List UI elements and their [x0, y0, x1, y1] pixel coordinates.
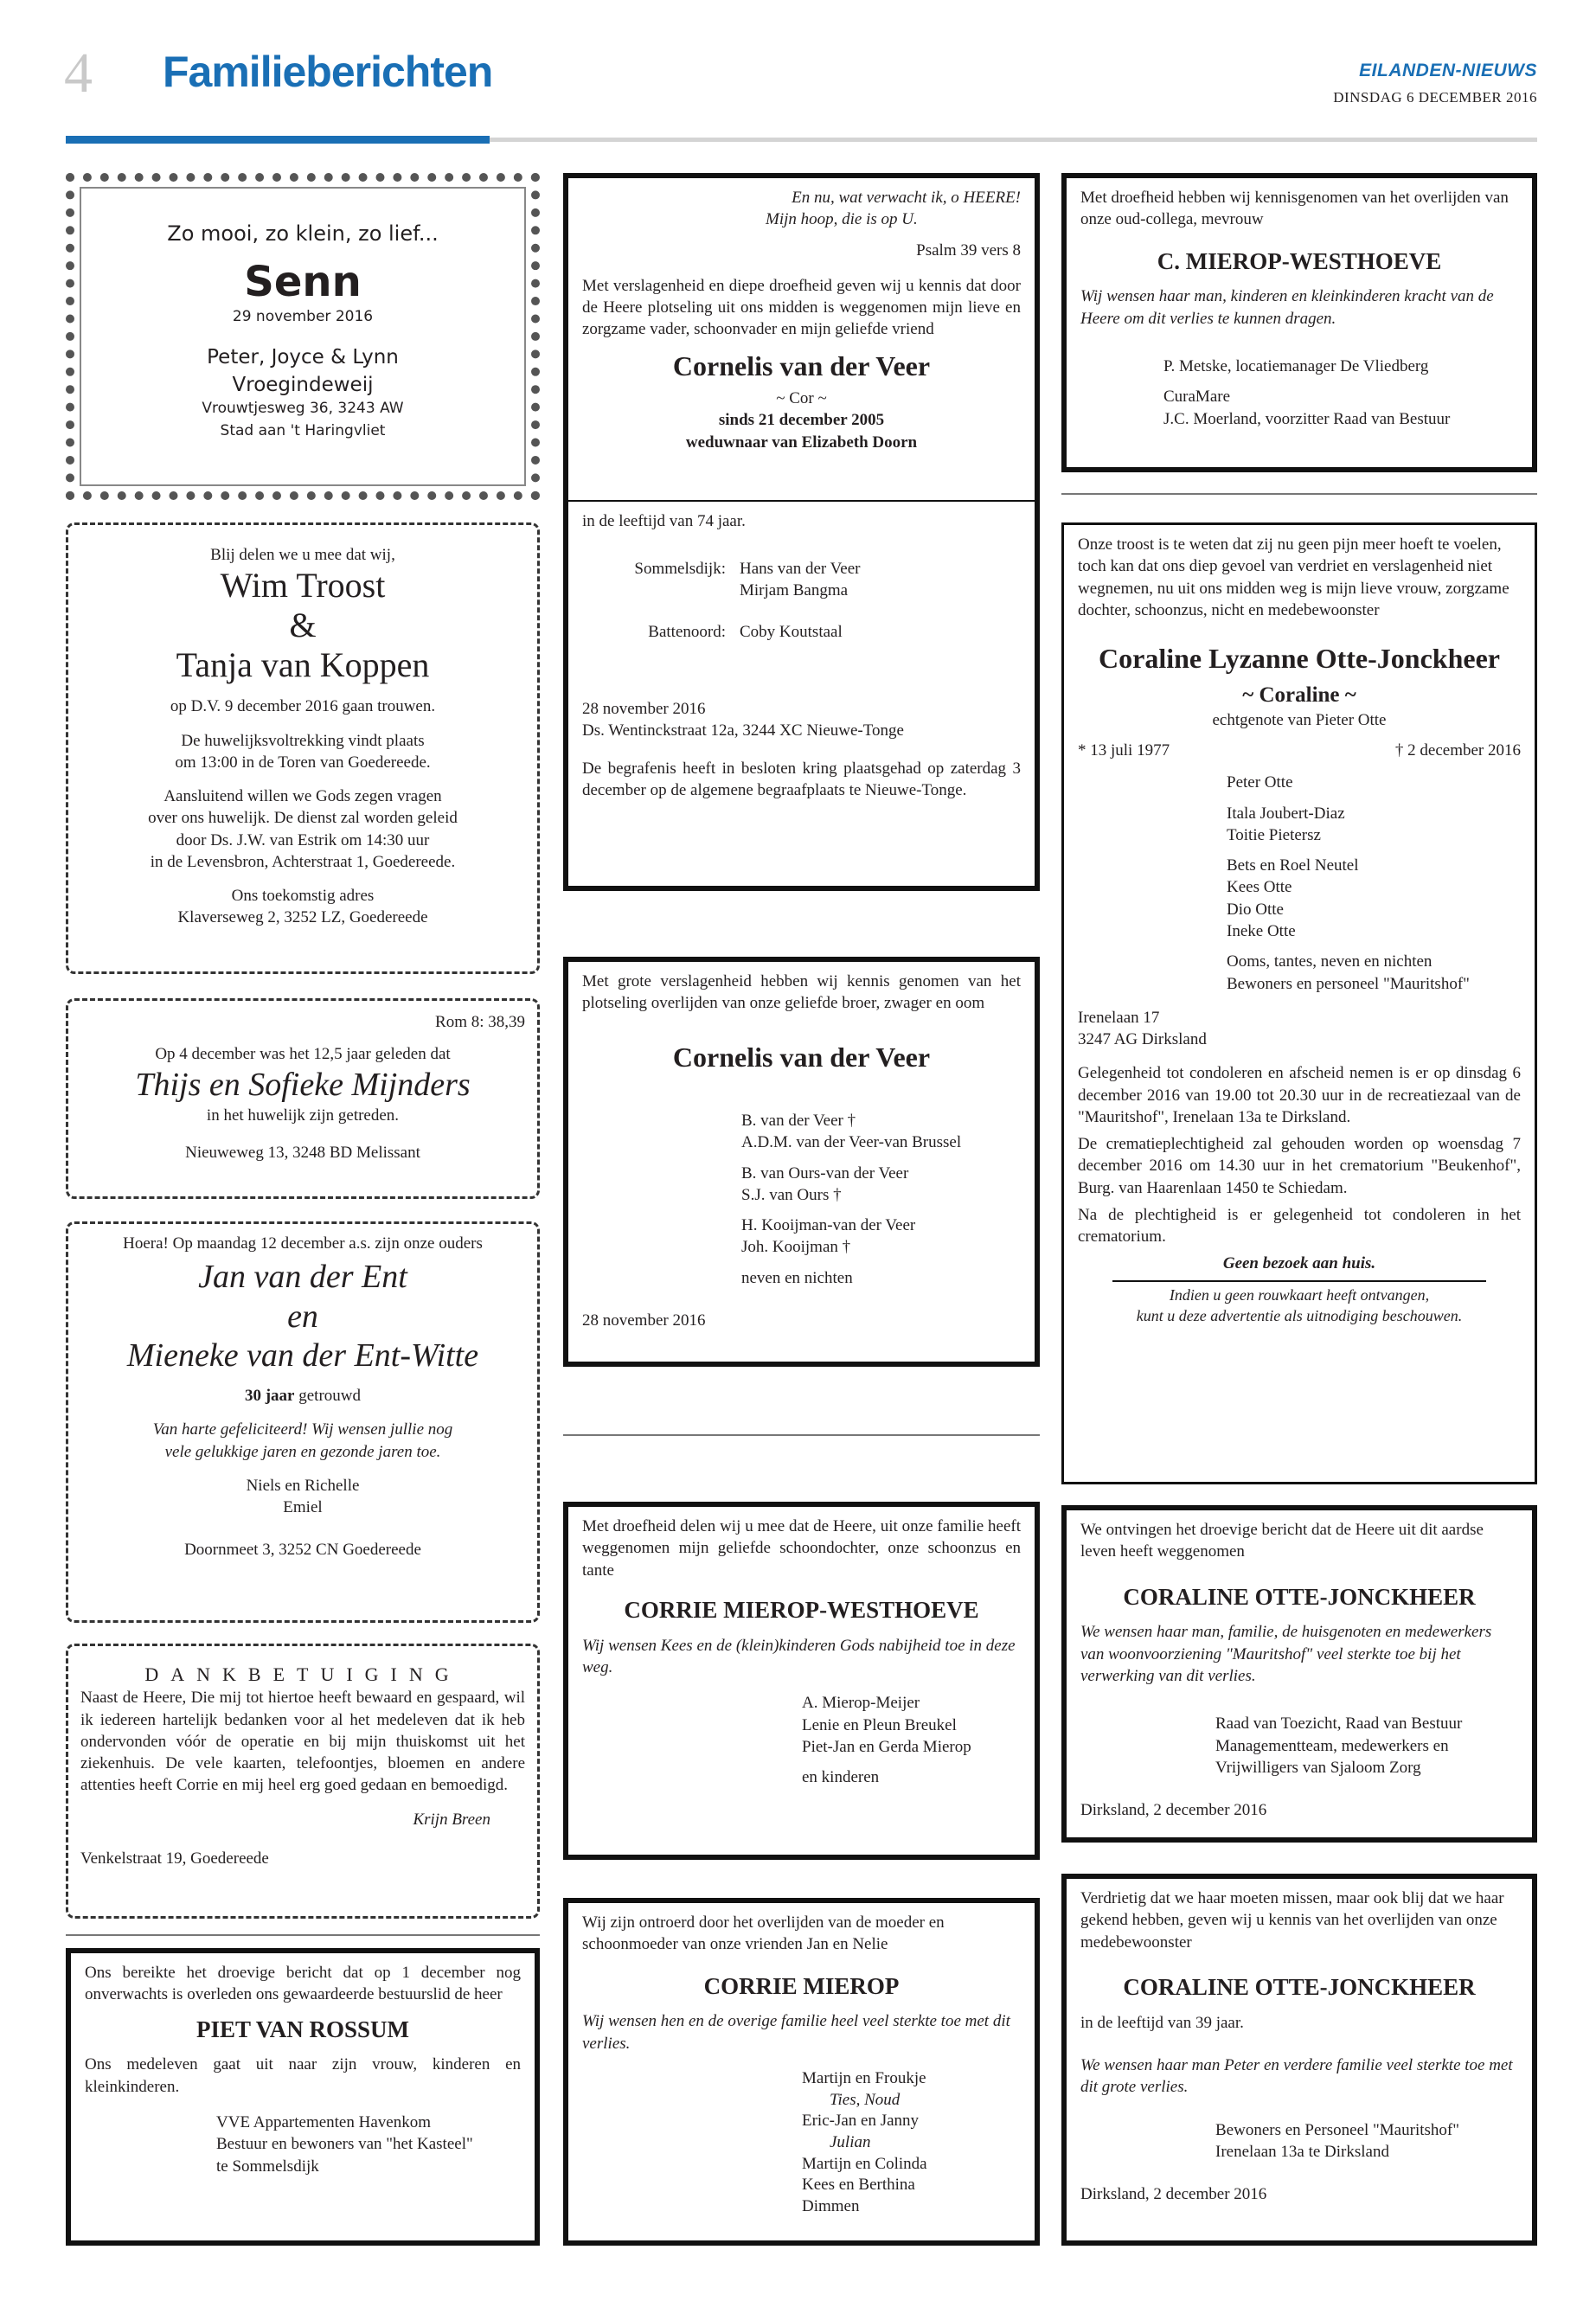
troost-intro: Blij delen we u mee dat wij, [210, 546, 395, 564]
veer1-place: Sommelsdijk: [634, 560, 726, 579]
anniversary-van-der-ent [66, 1221, 540, 1623]
mijnders-line: in het huwelijk zijn getreden. [206, 1106, 400, 1125]
otte2-signatory: Raad van Toezicht, Raad van Bestuur [1215, 1715, 1463, 1734]
westhoeve-signatory: CuraMare [1163, 388, 1231, 407]
otte1-relative: Bets en Roel Neutel [1227, 856, 1359, 875]
otte3-date: Dirksland, 2 december 2016 [1080, 2185, 1267, 2204]
veer1-relative: Coby Koutstaal [740, 622, 843, 641]
veer1-nickname: ~ Cor ~ [776, 389, 827, 408]
senn-parents: Peter, Joyce & Lynn [207, 346, 399, 369]
obituary-c-mierop-westhoeve [1061, 173, 1537, 472]
veer1-verse: Mijn hoop, die is op U. [766, 210, 918, 229]
troost-date: op D.V. 9 december 2016 gaan trouwen. [170, 697, 436, 716]
senn-date: 29 november 2016 [232, 308, 374, 325]
otte1-no-visit: Geen bezoek aan huis. [1222, 1254, 1376, 1273]
veer2-relative: H. Kooijman-van der Veer [741, 1216, 916, 1235]
ent-wish: vele gelukkige jaren en gezonde jaren toe. [164, 1442, 441, 1461]
ent-married: getrouwd [294, 1387, 362, 1406]
otte1-born: * 13 juli 1977 [1078, 741, 1170, 760]
otte1-intro: Onze troost is te weten dat zij nu geen pijn meer hoeft te voelen, toch kan dat ons diep gevoel van verdriet en verslagenheid niet wegnemen, nu uit ons midden weg is mijn lieve vrouw, zorgzame dochter, schoonzus, nicht en medebewoonster [1078, 535, 1509, 619]
veer2-relative: B. van Ours-van der Veer [741, 1163, 909, 1183]
troost-line: over ons huwelijk. De dienst zal worden geleid [148, 809, 458, 828]
rossum-text: Ons medeleven gaat uit naar zijn vrouw, kinderen en kleinkinderen. [85, 2055, 521, 2096]
obituary-corrie-mierop-westhoeve [563, 1502, 1040, 1860]
otte1-address: Irenelaan 17 [1078, 1008, 1160, 1027]
otte3-signatory: Irenelaan 13a te Dirksland [1215, 2142, 1389, 2161]
westhoeve-name: C. MIEROP-WESTHOEVE [1157, 247, 1442, 274]
wedding-announcement-troost [66, 522, 540, 974]
otte3-signatory: Bewoners en Personeel "Mauritshof" [1215, 2120, 1459, 2139]
column-divider [66, 1934, 540, 1936]
mijnders-line: Op 4 december was het 12,5 jaar geleden dat [155, 1045, 451, 1064]
rossum-name: PIET VAN ROSSUM [195, 2016, 410, 2042]
corrie1-relative: A. Mierop-Meijer [802, 1694, 920, 1713]
troost-line: door Ds. J.W. van Estrik om 14:30 uur [176, 830, 430, 849]
otte1-relative: Peter Otte [1227, 773, 1293, 792]
otte2-signatory: Vrijwilligers van Sjaloom Zorg [1215, 1758, 1421, 1777]
ent-wish: Van harte gefeliciteerd! Wij wensen jullie nog [152, 1420, 453, 1439]
otte1-name: Coraline Lyzanne Otte-Jonckheer [1099, 643, 1500, 675]
troost-groom: Wim Troost [220, 566, 386, 606]
troost-line: Aansluitend willen we Gods zegen vragen [163, 787, 442, 806]
troost-line: in de Levensbron, Achterstraat 1, Goedereede. [150, 852, 456, 871]
otte1-relative: Kees Otte [1227, 878, 1292, 897]
otte1-cremation: De crematieplechtigheid zal gehouden worden op woensdag 7 december 2016 om 14.30 uur in het crematorium "Beukenhof", Burg. van Haarenlaan 1450 te Schiedam. [1078, 1135, 1521, 1197]
veer2-intro: Met grote verslagenheid hebben wij kennis genomen van het plotseling overlijden van onze geliefde broer, zwager en oom [582, 972, 1021, 1013]
veer1-name: Cornelis van der Veer [672, 349, 931, 381]
rossum-signatory: te Sommelsdijk [216, 2157, 319, 2176]
troost-bride: Tanja van Koppen [176, 645, 430, 685]
troost-line: De huwelijksvoltrekking vindt plaats [181, 731, 425, 750]
ent-address: Doornmeet 3, 3252 CN Goedereede [184, 1541, 421, 1560]
rossum-signatory: Bestuur en bewoners van "het Kasteel" [216, 2135, 473, 2154]
veer2-relative: Joh. Kooijman † [741, 1238, 851, 1257]
veer1-since: sinds 21 december 2005 [718, 411, 885, 430]
otte1-relative: Toitie Pietersz [1227, 825, 1321, 844]
otte1-after: Na de plechtigheid is er gelegenheid tot condoleren in het crematorium. [1078, 1205, 1521, 1247]
troost-address: Klaverseweg 2, 3252 LZ, Goedereede [177, 908, 428, 927]
obituary-coraline-otte-sjaloom [1061, 1505, 1537, 1843]
corrie2-relative: Martijn en Colinda [802, 2154, 927, 2173]
ent-children: Emiel [283, 1498, 323, 1517]
obituary-cornelis-van-der-veer [563, 173, 1040, 891]
veer2-relative: A.D.M. van der Veer-van Brussel [741, 1133, 962, 1152]
corrie2-relative: Dimmen [802, 2197, 860, 2216]
veer1-verse: En nu, wat verwacht ik, o HEERE! [792, 189, 1021, 207]
obituary-cornelis-van-der-veer-family [563, 957, 1040, 1367]
ent-children: Niels en Richelle [246, 1476, 360, 1495]
otte2-date: Dirksland, 2 december 2016 [1080, 1801, 1267, 1820]
section-title: Familieberichten [163, 48, 493, 96]
otte3-intro: Verdrietig dat we haar moeten missen, maar ook blij dat we haar gekend hebben, geven wij u kennis van het overlijden van onze medebewoonster [1080, 1889, 1504, 1952]
ent-name-2: Mieneke van der Ent-Witte [126, 1337, 479, 1375]
corrie2-relative: Ties, Noud [830, 2090, 901, 2109]
veer1-address: Ds. Wentinckstraat 12a, 3244 XC Nieuwe-Tonge [582, 721, 904, 740]
otte1-relative: Itala Joubert-Diaz [1227, 804, 1345, 823]
otte1-address: 3247 AG Dirksland [1078, 1030, 1207, 1049]
rossum-signatory: VVE Appartementen Havenkom [216, 2112, 431, 2131]
veer1-funeral: De begrafenis heeft in besloten kring plaatsgehad op zaterdag 3 december op de algemene begraafplaats te Nieuwe-Tonge. [582, 759, 1021, 799]
thank-you-notice [66, 1644, 540, 1919]
otte1-condolence: Gelegenheid tot condoleren en afscheid nemen is er op dinsdag 6 december 2016 van 19.00 tot 20.30 uur in de recreatiezaal van de "Mauritshof", Irenelaan 13a te Dirksland. [1078, 1064, 1521, 1126]
obituary-coraline-otte-jonckheer [1061, 522, 1537, 1484]
otte3-name: CORALINE OTTE-JONCKHEER [1123, 1973, 1476, 2000]
veer2-name: Cornelis van der Veer [672, 1041, 931, 1073]
header-rule [490, 138, 1537, 142]
corrie2-relative: Martijn en Froukje [802, 2068, 926, 2087]
troost-line: om 13:00 in de Toren van Goedereede. [175, 753, 431, 772]
veer1-age: in de leeftijd van 74 jaar. [582, 511, 746, 530]
corrie2-relative: Kees en Berthina [802, 2176, 915, 2195]
issue-date: DINSDAG 6 DECEMBER 2016 [1333, 89, 1537, 106]
rossum-intro: Ons bereikte het droevige bericht dat op 1 december nog onverwachts is overleden ons gewaardeerde bestuurslid de heer [85, 1964, 521, 2004]
veer1-widower: weduwnaar van Elizabeth Doorn [685, 433, 918, 452]
corrie1-relative: en kinderen [802, 1768, 880, 1787]
corrie1-wish: Wij wensen Kees en de (klein)kinderen Gods nabijheid toe in deze weg. [582, 1636, 1016, 1676]
thank-you-title: DANKBETUIGING [144, 1663, 461, 1685]
otte1-died: † 2 december 2016 [1394, 741, 1521, 760]
obituary-corrie-mierop [563, 1898, 1040, 2246]
corrie2-intro: Wij zijn ontroerd door het overlijden van de moeder en schoonmoeder van onze vrienden Jan en Nelie [582, 1913, 945, 1954]
mijnders-names: Thijs en Sofieke Mijnders [135, 1066, 471, 1103]
veer2-relative: S.J. van Ours † [741, 1185, 842, 1204]
otte2-wish: We wensen haar man, familie, de huisgenoten en medewerkers van woonvoorziening "Mauritshof" veel sterkte toe bij het verwerking van dit verlies. [1080, 1623, 1492, 1685]
corrie1-relative: Piet-Jan en Gerda Mierop [802, 1737, 971, 1756]
otte1-relative: Ineke Otte [1227, 921, 1296, 940]
veer1-place: Battenoord: [648, 622, 726, 641]
senn-name: Senn [244, 258, 362, 306]
birth-announcement-senn [66, 173, 540, 500]
senn-address: Vrouwtjesweg 36, 3243 AW [202, 400, 404, 417]
veer1-relative: Mirjam Bangma [740, 581, 849, 600]
ent-intro: Hoera! Op maandag 12 december a.s. zijn onze ouders [123, 1234, 483, 1253]
mijnders-reference: Rom 8: 38,39 [435, 1013, 525, 1031]
ent-name-1: Jan van der Ent [198, 1259, 407, 1296]
westhoeve-intro: Met droefheid hebben wij kennisgenomen van het overlijden van onze oud-collega, mevrouw [1080, 189, 1509, 229]
column-divider [1061, 493, 1537, 495]
otte2-signatory: Managementteam, medewerkers en [1215, 1736, 1449, 1755]
obituary-piet-van-rossum [66, 1948, 540, 2246]
otte3-age: in de leeftijd van 39 jaar. [1080, 2013, 1244, 2032]
corrie1-relative: Lenie en Pleun Breukel [802, 1715, 957, 1734]
veer2-relative: neven en nichten [741, 1268, 853, 1287]
veer1-date: 28 november 2016 [582, 700, 706, 718]
veer1-intro: Met verslagenheid en diepe droefheid geven wij u kennis dat door de Heere plotseling uit ons midden is weggenomen mijn lieve en zorgzame vader, schoonvader en mijn geliefde vriend [582, 276, 1021, 339]
otte1-relative: Dio Otte [1227, 900, 1284, 919]
troost-ampersand: & [289, 606, 317, 645]
otte1-note: Indien u geen rouwkaart heeft ontvangen, [1169, 1285, 1430, 1304]
ent-years: 30 jaar [244, 1387, 295, 1406]
thank-you-signature: Krijn Breen [413, 1810, 490, 1829]
senn-tagline: Zo mooi, zo klein, zo lief... [167, 221, 439, 246]
westhoeve-signatory: P. Metske, locatiemanager De Vliedberg [1163, 356, 1429, 375]
corrie1-name: CORRIE MIEROP-WESTHOEVE [624, 1596, 979, 1623]
corrie2-relative: Julian [830, 2133, 871, 2152]
otte1-relative: Ooms, tantes, neven en nichten [1227, 952, 1433, 971]
senn-surname: Vroegindeweij [232, 374, 374, 396]
page-number: 4 [64, 42, 93, 105]
corrie1-intro: Met droefheid delen wij u mee dat de Heere, uit onze familie heeft weggenomen mijn geliefde schoondochter, onze schoonzus en tante [582, 1517, 1021, 1580]
otte1-note: kunt u deze advertentie als uitnodiging beschouwen. [1136, 1306, 1463, 1324]
otte2-intro: We ontvingen het droevige bericht dat de Heere uit dit aardse leven heeft weggenomen [1080, 1521, 1484, 1561]
obituary-coraline-otte-mauritshof [1061, 1874, 1537, 2246]
corrie2-name: CORRIE MIEROP [703, 1972, 900, 1999]
westhoeve-signatory: J.C. Moerland, voorzitter Raad van Bestuur [1163, 409, 1451, 428]
otte3-wish: We wensen haar man Peter en verdere familie veel sterkte toe met dit grote verlies. [1080, 2055, 1513, 2097]
veer1-relative: Hans van der Veer [740, 560, 861, 579]
otte2-name: CORALINE OTTE-JONCKHEER [1123, 1583, 1476, 1610]
newspaper-brand: EILANDEN-NIEUWS [1359, 61, 1537, 80]
corrie2-wish: Wij wensen hen en de overige familie heel veel sterkte toe met dit verlies. [582, 2012, 1010, 2053]
veer1-verse-reference: Psalm 39 vers 8 [916, 240, 1021, 260]
header-rule-accent [66, 136, 490, 144]
otte1-nickname: ~ Coraline ~ [1242, 683, 1356, 707]
veer2-relative: B. van der Veer † [741, 1112, 856, 1131]
thank-you-address: Venkelstraat 19, Goedereede [80, 1849, 269, 1868]
otte1-spouse: echtgenote van Pieter Otte [1212, 710, 1387, 729]
column-divider [563, 1434, 1040, 1436]
troost-address-label: Ons toekomstig adres [231, 887, 375, 906]
ent-and: en [287, 1298, 318, 1335]
otte1-relative: Bewoners en personeel "Mauritshof" [1227, 974, 1470, 993]
veer2-date: 28 november 2016 [582, 1311, 706, 1330]
mijnders-address: Nieuweweg 13, 3248 BD Melissant [185, 1144, 420, 1163]
senn-place: Stad aan 't Haringvliet [220, 422, 386, 439]
westhoeve-wish: Wij wensen haar man, kinderen en kleinkinderen kracht van de Heere om dit verlies te kunnen dragen. [1080, 287, 1494, 328]
anniversary-mijnders [66, 998, 540, 1199]
thank-you-text: Naast de Heere, Die mij tot hiertoe heeft bewaard en gespaard, wil ik iedereen hartelijk bedanken voor al het medeleven dat ik heb ondervonden vóór de operatie en bij mijn thuiskomst uit het ziekenhuis. De vele kaarten, telefoontjes, bloemen en andere attenties heeft Corrie en mij heel erg goed gedaan en bemoedigd. [80, 1689, 525, 1795]
corrie2-relative: Eric-Jan en Janny [802, 2112, 920, 2131]
